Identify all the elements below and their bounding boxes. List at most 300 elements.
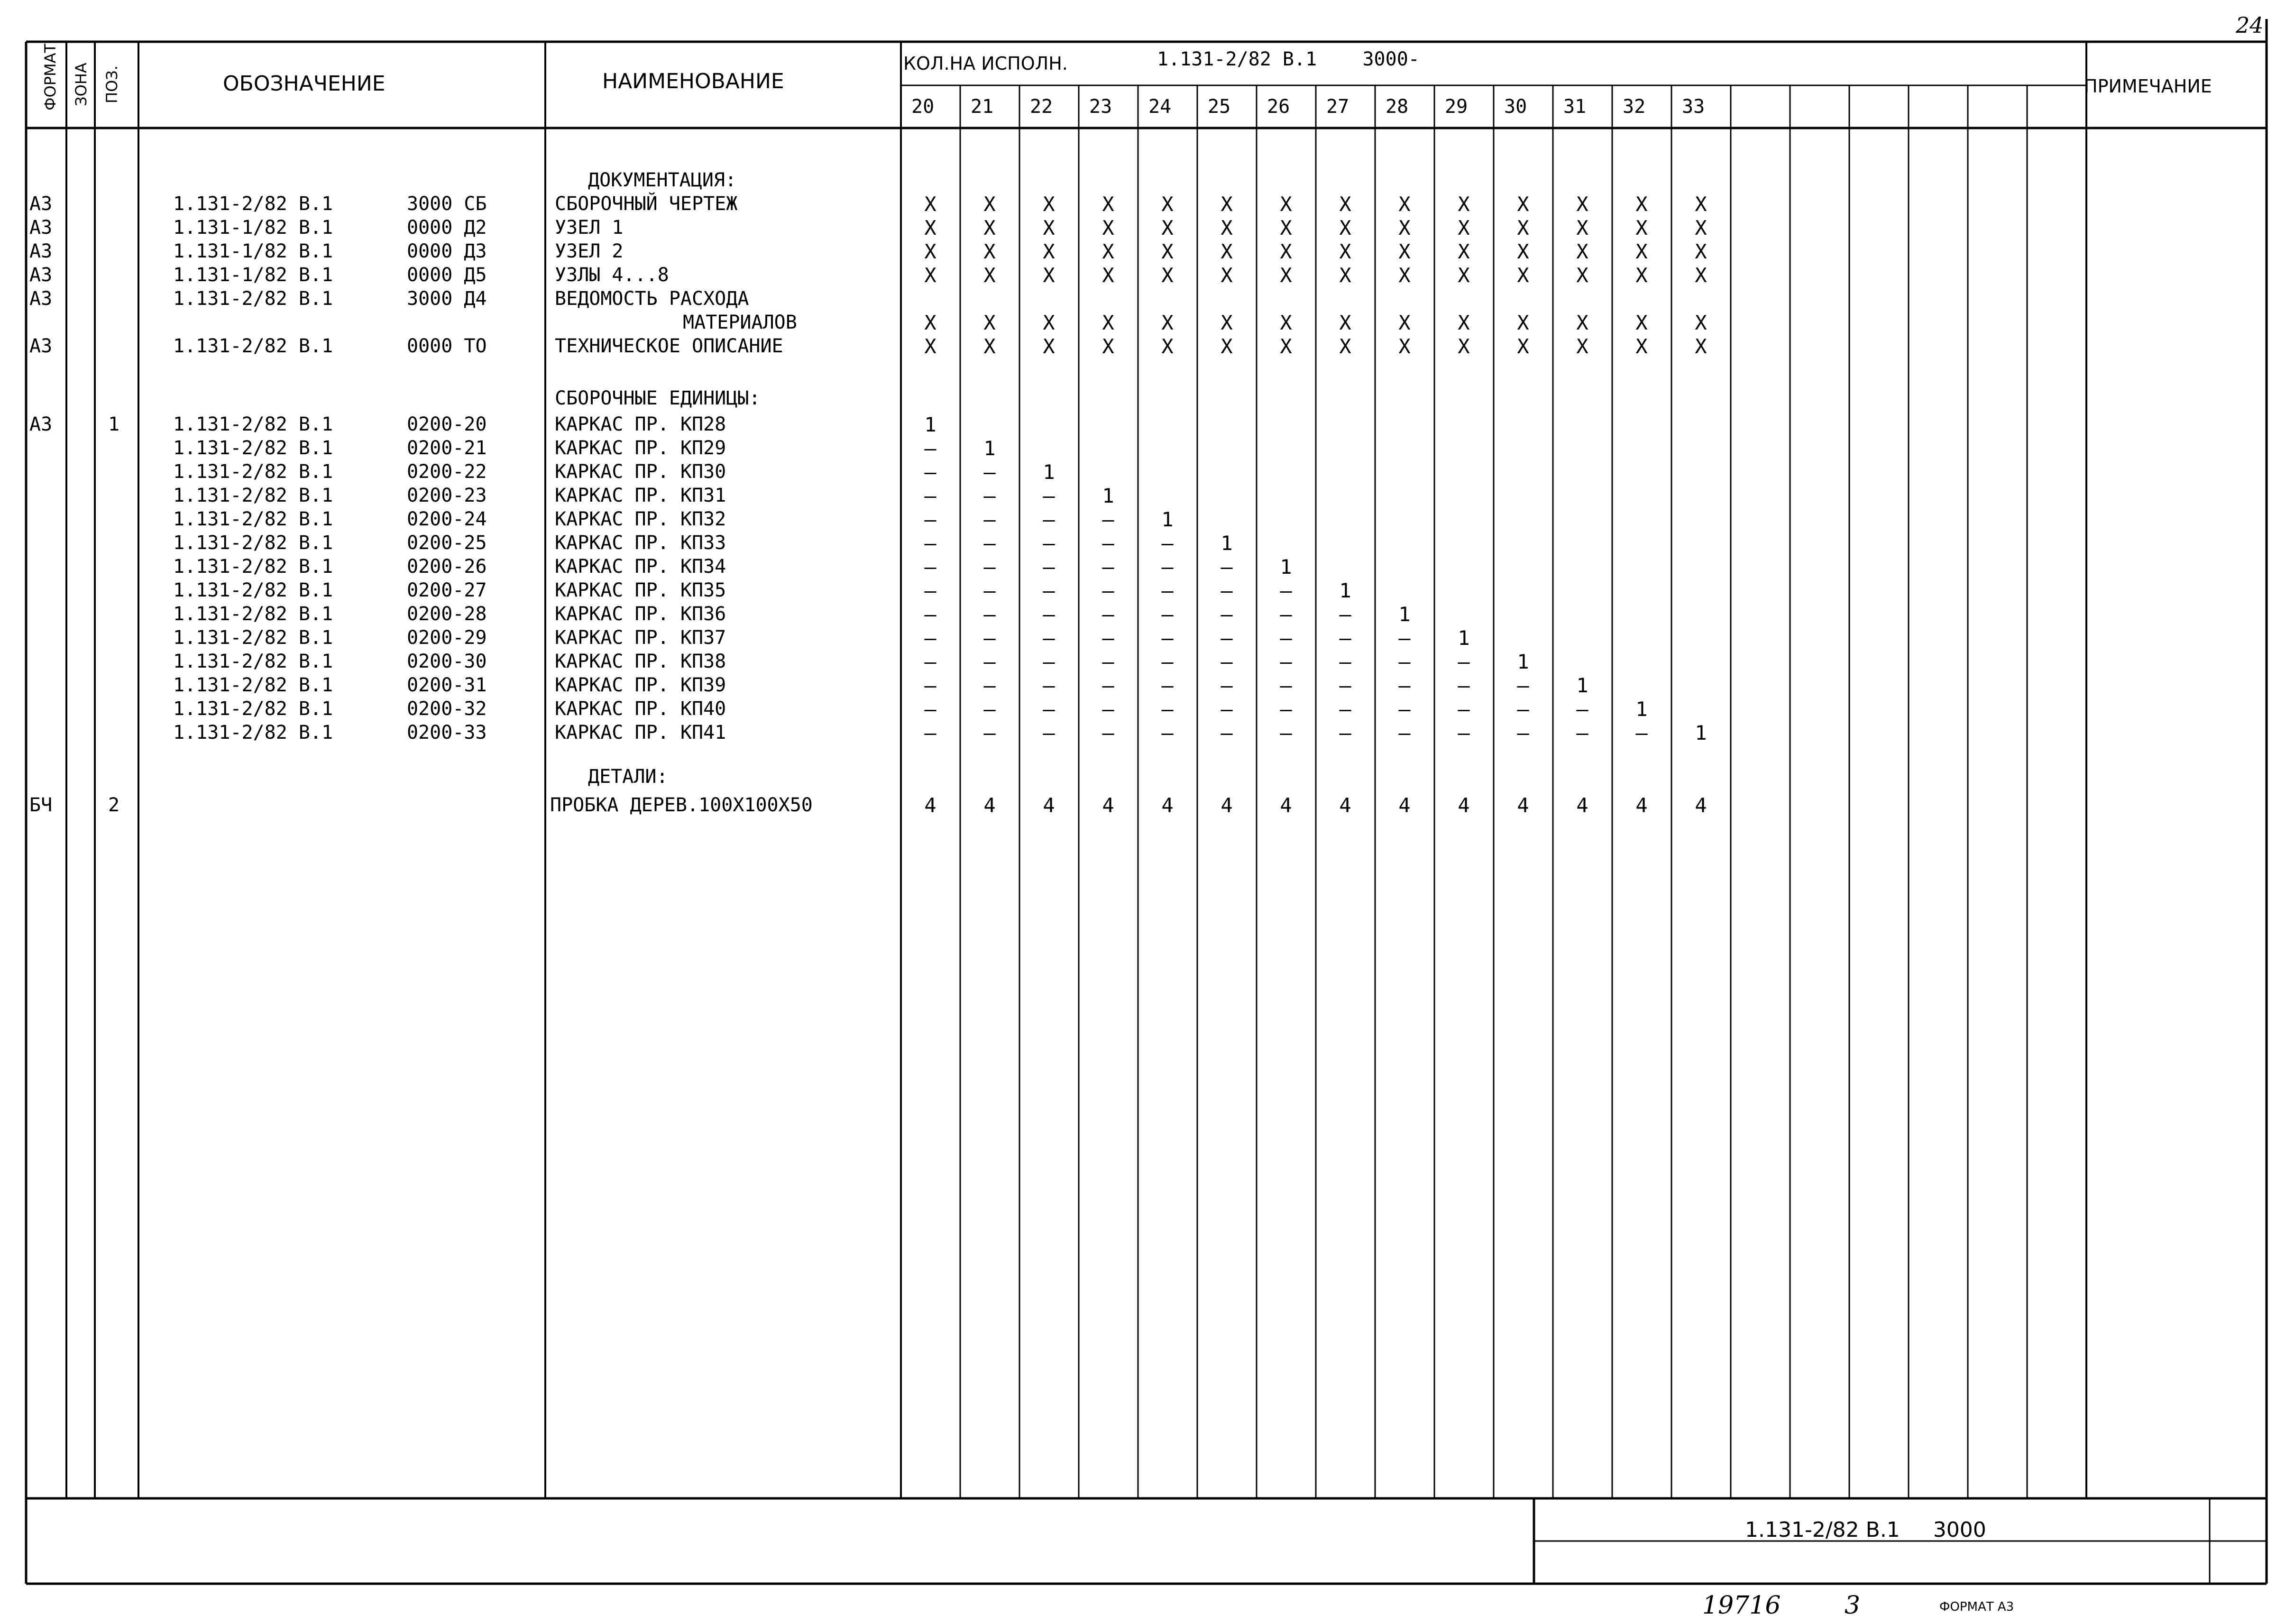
- assembly-qty-dash: –: [1221, 579, 1233, 602]
- doc-row-mark: X: [1221, 264, 1233, 287]
- assembly-qty-dash: –: [1102, 650, 1114, 673]
- assembly-qty-dash: –: [924, 674, 936, 697]
- assembly-row-name: КАРКАС ПР. КП29: [555, 437, 726, 459]
- assembly-qty-dash: –: [1102, 674, 1114, 697]
- doc-row-mark: X: [924, 216, 936, 239]
- doc-row-name: УЗЕЛ 2: [555, 240, 624, 262]
- exec-header-31: 31: [1563, 96, 1587, 118]
- detail-qty: 4: [1102, 794, 1114, 817]
- detail-qty: 4: [1339, 794, 1351, 817]
- assembly-row-designation: 1.131-2/82 В.1: [173, 674, 333, 696]
- doc-row-mark: X: [1517, 264, 1529, 287]
- doc-row-mark: X: [1695, 216, 1707, 239]
- detail-qty: 4: [983, 794, 996, 817]
- doc-row-mark: X: [1458, 335, 1470, 358]
- assembly-qty-dash: –: [1043, 674, 1055, 697]
- doc-row-mark: X: [1517, 240, 1529, 263]
- assembly-qty-dash: –: [1221, 721, 1233, 744]
- assembly-format: А3: [29, 413, 53, 435]
- detail-qty: 4: [1517, 794, 1529, 817]
- assembly-qty-dash: –: [983, 697, 996, 721]
- assembly-qty-dash: –: [1398, 650, 1411, 673]
- doc-row-mark: X: [1458, 216, 1470, 239]
- assembly-qty-one: 1: [1339, 579, 1351, 602]
- exec-header-33: 33: [1682, 96, 1705, 118]
- assembly-qty-dash: –: [924, 626, 936, 650]
- assembly-qty-dash: –: [1161, 555, 1174, 578]
- doc-row-mark: X: [1635, 193, 1648, 216]
- header-qty-per-exec: КОЛ.НА ИСПОЛН.: [903, 53, 1068, 74]
- doc-row-mark: X: [1043, 216, 1055, 239]
- doc-row-mark: X: [1398, 216, 1411, 239]
- doc-row-mark: X: [924, 193, 936, 216]
- assembly-row-code: 0200-32: [407, 698, 487, 720]
- assembly-qty-dash: –: [1517, 697, 1529, 721]
- assembly-row-name: КАРКАС ПР. КП35: [555, 579, 726, 601]
- doc-row-mark: X: [1576, 335, 1588, 358]
- exec-header-22: 22: [1030, 96, 1053, 118]
- assembly-qty-dash: –: [924, 460, 936, 484]
- doc-row-mark: X: [1398, 240, 1411, 263]
- doc-row-mark: X: [1102, 193, 1114, 216]
- doc-row-code: 0000 Д5: [407, 264, 487, 286]
- doc-row-mark: X: [1102, 311, 1114, 334]
- assembly-qty-dash: –: [924, 532, 936, 555]
- assembly-qty-dash: –: [1161, 650, 1174, 673]
- assembly-qty-dash: –: [1339, 697, 1351, 721]
- section-details: ДЕТАЛИ:: [588, 766, 668, 788]
- assembly-qty-dash: –: [1102, 579, 1114, 602]
- exec-header-30: 30: [1504, 96, 1527, 118]
- exec-header-23: 23: [1089, 96, 1112, 118]
- assembly-row-code: 0200-26: [407, 556, 487, 578]
- doc-row-mark: X: [1517, 216, 1529, 239]
- doc-row-name: ТЕХНИЧЕСКОЕ ОПИСАНИЕ: [555, 335, 783, 357]
- doc-row-designation: 1.131-1/82 В.1: [173, 240, 333, 262]
- assembly-qty-one: 1: [1043, 460, 1055, 484]
- doc-row-mark: X: [1102, 216, 1114, 239]
- exec-header-32: 32: [1623, 96, 1646, 118]
- assembly-row-code: 0200-29: [407, 627, 487, 649]
- assembly-row-name: КАРКАС ПР. КП34: [555, 556, 726, 578]
- doc-row-name: УЗЛЫ 4...8: [555, 264, 669, 286]
- doc-row-name-cont: МАТЕРИАЛОВ: [683, 312, 797, 333]
- doc-row-mark: X: [1517, 193, 1529, 216]
- assembly-qty-dash: –: [1517, 721, 1529, 744]
- assembly-qty-dash: –: [924, 579, 936, 602]
- assembly-qty-dash: –: [1280, 674, 1292, 697]
- assembly-qty-dash: –: [983, 603, 996, 626]
- doc-row-designation: 1.131-2/82 В.1: [173, 288, 333, 310]
- exec-header-29: 29: [1445, 96, 1468, 118]
- assembly-qty-one: 1: [1635, 697, 1648, 721]
- doc-row-mark: X: [1635, 216, 1648, 239]
- doc-row-mark: X: [1458, 193, 1470, 216]
- assembly-qty-dash: –: [1043, 626, 1055, 650]
- assembly-qty-dash: –: [1458, 721, 1470, 744]
- assembly-row-name: КАРКАС ПР. КП30: [555, 461, 726, 483]
- detail-qty: 4: [1576, 794, 1588, 817]
- doc-row-mark: X: [924, 240, 936, 263]
- doc-row-mark: X: [1398, 335, 1411, 358]
- assembly-row-designation: 1.131-2/82 В.1: [173, 437, 333, 459]
- detail-name: ПРОБКА ДЕРЕВ.100Х100Х50: [550, 794, 813, 816]
- header-format: ФОРМАТ: [41, 43, 59, 110]
- doc-row-mark: X: [1221, 240, 1233, 263]
- detail-qty: 4: [1043, 794, 1055, 817]
- assembly-qty-dash: –: [924, 555, 936, 578]
- assembly-qty-dash: –: [983, 555, 996, 578]
- doc-row-mark: X: [1458, 240, 1470, 263]
- doc-row-mark: X: [1221, 193, 1233, 216]
- exec-header-28: 28: [1386, 96, 1409, 118]
- assembly-qty-dash: –: [1043, 484, 1055, 507]
- assembly-row-designation: 1.131-2/82 В.1: [173, 532, 333, 554]
- assembly-row-name: КАРКАС ПР. КП38: [555, 651, 726, 672]
- doc-row-mark: X: [1398, 264, 1411, 287]
- detail-qty: 4: [924, 794, 936, 817]
- assembly-row-designation: 1.131-2/82 В.1: [173, 627, 333, 649]
- doc-row-mark: X: [1398, 193, 1411, 216]
- assembly-row-code: 0200-27: [407, 579, 487, 601]
- doc-row-mark: X: [1695, 193, 1707, 216]
- inventory-number: 19716: [1702, 1591, 1781, 1620]
- assembly-qty-dash: –: [1576, 697, 1588, 721]
- header-position: ПОЗ.: [103, 65, 121, 103]
- assembly-qty-dash: –: [983, 484, 996, 507]
- assembly-qty-one: 1: [1576, 674, 1588, 697]
- assembly-qty-dash: –: [924, 437, 936, 460]
- assembly-qty-dash: –: [1102, 721, 1114, 744]
- assembly-qty-dash: –: [1398, 721, 1411, 744]
- doc-row-mark: X: [1576, 216, 1588, 239]
- assembly-qty-one: 1: [1280, 555, 1292, 578]
- assembly-qty-dash: –: [1043, 603, 1055, 626]
- doc-row-mark: X: [1635, 264, 1648, 287]
- detail-qty: 4: [1161, 794, 1174, 817]
- assembly-qty-dash: –: [1339, 603, 1351, 626]
- doc-row-mark: X: [1339, 264, 1351, 287]
- header-designation: ОБОЗНАЧЕНИЕ: [223, 72, 386, 96]
- assembly-qty-dash: –: [1280, 626, 1292, 650]
- doc-row-mark: X: [1102, 264, 1114, 287]
- assembly-qty-dash: –: [1161, 603, 1174, 626]
- assembly-qty-one: 1: [924, 413, 936, 436]
- doc-row-mark: X: [1339, 193, 1351, 216]
- assembly-qty-one: 1: [1398, 603, 1411, 626]
- doc-row-designation: 1.131-1/82 В.1: [173, 217, 333, 239]
- doc-row-mark: X: [983, 193, 996, 216]
- doc-row-mark: X: [1458, 264, 1470, 287]
- doc-row-mark: X: [1576, 264, 1588, 287]
- exec-header-24: 24: [1148, 96, 1172, 118]
- doc-row-mark: X: [1043, 264, 1055, 287]
- doc-row-mark: X: [1161, 216, 1174, 239]
- assembly-row-designation: 1.131-2/82 В.1: [173, 461, 333, 483]
- header-name: НАИМЕНОВАНИЕ: [602, 69, 784, 93]
- detail-qty: 4: [1695, 794, 1707, 817]
- assembly-qty-dash: –: [1221, 603, 1233, 626]
- assembly-qty-dash: –: [1102, 603, 1114, 626]
- doc-row-mark: X: [983, 311, 996, 334]
- assembly-qty-dash: –: [1339, 721, 1351, 744]
- assembly-qty-dash: –: [1280, 650, 1292, 673]
- assembly-qty-dash: –: [924, 697, 936, 721]
- sheet-number: 3: [1845, 1591, 1861, 1620]
- assembly-qty-dash: –: [1398, 674, 1411, 697]
- assembly-row-code: 0200-20: [407, 413, 487, 435]
- doc-row-name: ВЕДОМОСТЬ РАСХОДА: [555, 288, 749, 310]
- doc-row-mark: X: [1339, 240, 1351, 263]
- assembly-qty-one: 1: [1458, 626, 1470, 650]
- assembly-row-code: 0200-23: [407, 485, 487, 506]
- detail-qty: 4: [1635, 794, 1648, 817]
- doc-row-code: 0000 ТО: [407, 335, 487, 357]
- doc-row-mark: X: [1102, 240, 1114, 263]
- assembly-qty-dash: –: [1458, 697, 1470, 721]
- assembly-qty-dash: –: [1102, 697, 1114, 721]
- doc-row-mark: X: [1161, 311, 1174, 334]
- doc-row-mark: X: [1576, 240, 1588, 263]
- header-note: ПРИМЕЧАНИЕ: [2084, 76, 2212, 97]
- assembly-qty-dash: –: [1398, 626, 1411, 650]
- doc-row-mark: X: [1221, 335, 1233, 358]
- detail-qty: 4: [1280, 794, 1292, 817]
- doc-row-mark: X: [1576, 311, 1588, 334]
- assembly-row-code: 0200-31: [407, 674, 487, 696]
- assembly-qty-dash: –: [1280, 697, 1292, 721]
- assembly-row-designation: 1.131-2/82 В.1: [173, 485, 333, 506]
- assembly-qty-dash: –: [1339, 650, 1351, 673]
- doc-row-mark: X: [1043, 193, 1055, 216]
- assembly-row-name: КАРКАС ПР. КП37: [555, 627, 726, 649]
- doc-row-mark: X: [983, 264, 996, 287]
- doc-row-code: 3000 СБ: [407, 193, 487, 215]
- assembly-qty-dash: –: [1221, 697, 1233, 721]
- assembly-qty-dash: –: [1339, 674, 1351, 697]
- assembly-qty-dash: –: [1043, 721, 1055, 744]
- assembly-qty-dash: –: [983, 508, 996, 531]
- assembly-qty-dash: –: [1102, 555, 1114, 578]
- doc-row-mark: X: [1280, 311, 1292, 334]
- section-documentation: ДОКУМЕНТАЦИЯ:: [588, 169, 737, 191]
- doc-row-mark: X: [1161, 264, 1174, 287]
- doc-row-mark: X: [983, 240, 996, 263]
- doc-row-format: А3: [29, 193, 53, 215]
- doc-row-format: А3: [29, 264, 53, 286]
- doc-row-mark: X: [924, 311, 936, 334]
- assembly-qty-dash: –: [1161, 532, 1174, 555]
- assembly-qty-dash: –: [924, 603, 936, 626]
- doc-row-mark: X: [1280, 193, 1292, 216]
- assembly-row-code: 0200-33: [407, 722, 487, 743]
- doc-row-mark: X: [924, 264, 936, 287]
- assembly-qty-dash: –: [1280, 603, 1292, 626]
- assembly-qty-dash: –: [1043, 697, 1055, 721]
- doc-row-mark: X: [1280, 264, 1292, 287]
- doc-row-mark: X: [1280, 216, 1292, 239]
- header-zone: ЗОНА: [72, 63, 90, 106]
- doc-row-mark: X: [1221, 216, 1233, 239]
- doc-row-mark: X: [1576, 193, 1588, 216]
- assembly-row-name: КАРКАС ПР. КП28: [555, 413, 726, 435]
- doc-row-designation: 1.131-2/82 В.1: [173, 335, 333, 357]
- doc-row-mark: X: [1635, 335, 1648, 358]
- assembly-qty-dash: –: [1576, 721, 1588, 744]
- assembly-qty-dash: –: [1221, 650, 1233, 673]
- assembly-qty-dash: –: [1102, 532, 1114, 555]
- doc-row-mark: X: [1221, 311, 1233, 334]
- doc-row-format: А3: [29, 240, 53, 262]
- assembly-qty-dash: –: [1161, 697, 1174, 721]
- assembly-row-code: 0200-25: [407, 532, 487, 554]
- doc-row-mark: X: [1517, 311, 1529, 334]
- assembly-qty-dash: –: [924, 508, 936, 531]
- exec-header-26: 26: [1267, 96, 1290, 118]
- doc-row-mark: X: [1043, 311, 1055, 334]
- page-number: 24: [2236, 12, 2264, 38]
- assembly-qty-one: 1: [1102, 484, 1114, 507]
- assembly-qty-dash: –: [983, 650, 996, 673]
- doc-row-mark: X: [924, 335, 936, 358]
- assembly-row-name: КАРКАС ПР. КП31: [555, 485, 726, 506]
- doc-row-code: 0000 Д3: [407, 240, 487, 262]
- detail-qty: 4: [1221, 794, 1233, 817]
- assembly-qty-dash: –: [1517, 674, 1529, 697]
- assembly-row-code: 0200-21: [407, 437, 487, 459]
- title-block-designation: 1.131-2/82 В.1 3000: [1745, 1518, 1986, 1542]
- assembly-qty-dash: –: [983, 626, 996, 650]
- exec-header-25: 25: [1208, 96, 1231, 118]
- doc-row-name: СБОРОЧНЫЙ ЧЕРТЕЖ: [555, 193, 738, 215]
- assembly-qty-dash: –: [1043, 650, 1055, 673]
- format-label: ФОРМАТ А3: [1939, 1600, 2014, 1614]
- assembly-qty-dash: –: [1043, 532, 1055, 555]
- assembly-qty-dash: –: [1043, 508, 1055, 531]
- doc-row-mark: X: [1635, 311, 1648, 334]
- doc-row-mark: X: [1695, 335, 1707, 358]
- exec-header-27: 27: [1326, 96, 1349, 118]
- assembly-qty-one: 1: [1695, 721, 1707, 744]
- assembly-qty-dash: –: [1339, 626, 1351, 650]
- assembly-row-code: 0200-28: [407, 603, 487, 625]
- assembly-row-name: КАРКАС ПР. КП39: [555, 674, 726, 696]
- doc-row-mark: X: [1517, 335, 1529, 358]
- assembly-row-designation: 1.131-2/82 В.1: [173, 651, 333, 672]
- assembly-qty-one: 1: [1517, 650, 1529, 673]
- assembly-qty-dash: –: [1102, 508, 1114, 531]
- assembly-qty-one: 1: [1161, 508, 1174, 531]
- assembly-qty-dash: –: [1635, 721, 1648, 744]
- assembly-qty-dash: –: [1161, 674, 1174, 697]
- assembly-row-designation: 1.131-2/82 В.1: [173, 508, 333, 530]
- doc-row-mark: X: [1280, 240, 1292, 263]
- assembly-qty-one: 1: [983, 437, 996, 460]
- assembly-position: 1: [108, 413, 120, 435]
- doc-row-mark: X: [1458, 311, 1470, 334]
- assembly-row-code: 0200-24: [407, 508, 487, 530]
- header-qty-doc-ref: 1.131-2/82 В.1 3000-: [1157, 48, 1420, 70]
- assembly-qty-dash: –: [1043, 555, 1055, 578]
- exec-header-20: 20: [911, 96, 935, 118]
- doc-row-mark: X: [1043, 335, 1055, 358]
- assembly-qty-dash: –: [1458, 650, 1470, 673]
- assembly-qty-dash: –: [1043, 579, 1055, 602]
- detail-format: БЧ: [29, 794, 53, 816]
- doc-row-name: УЗЕЛ 1: [555, 217, 624, 239]
- doc-row-mark: X: [1339, 311, 1351, 334]
- detail-qty: 4: [1458, 794, 1470, 817]
- assembly-qty-dash: –: [924, 650, 936, 673]
- exec-header-21: 21: [971, 96, 994, 118]
- doc-row-mark: X: [1043, 240, 1055, 263]
- detail-qty: 4: [1398, 794, 1411, 817]
- assembly-row-name: КАРКАС ПР. КП33: [555, 532, 726, 554]
- doc-row-mark: X: [983, 335, 996, 358]
- assembly-row-code: 0200-30: [407, 651, 487, 672]
- doc-row-code: 0000 Д2: [407, 217, 487, 239]
- assembly-qty-dash: –: [983, 674, 996, 697]
- doc-row-code: 3000 Д4: [407, 288, 487, 310]
- doc-row-format: А3: [29, 335, 53, 357]
- assembly-row-designation: 1.131-2/82 В.1: [173, 722, 333, 743]
- doc-row-format: А3: [29, 288, 53, 310]
- doc-row-designation: 1.131-2/82 В.1: [173, 193, 333, 215]
- doc-row-mark: X: [1161, 193, 1174, 216]
- doc-row-mark: X: [1161, 335, 1174, 358]
- assembly-row-designation: 1.131-2/82 В.1: [173, 698, 333, 720]
- assembly-qty-dash: –: [983, 532, 996, 555]
- assembly-qty-one: 1: [1221, 532, 1233, 555]
- doc-row-mark: X: [1695, 240, 1707, 263]
- section-assemblies: СБОРОЧНЫЕ ЕДИНИЦЫ:: [555, 387, 761, 409]
- doc-row-designation: 1.131-1/82 В.1: [173, 264, 333, 286]
- doc-row-mark: X: [1280, 335, 1292, 358]
- doc-row-format: А3: [29, 217, 53, 239]
- assembly-row-name: КАРКАС ПР. КП40: [555, 698, 726, 720]
- assembly-qty-dash: –: [1280, 579, 1292, 602]
- assembly-row-code: 0200-22: [407, 461, 487, 483]
- doc-row-mark: X: [1102, 335, 1114, 358]
- doc-row-mark: X: [1695, 311, 1707, 334]
- assembly-qty-dash: –: [924, 721, 936, 744]
- doc-row-mark: X: [1339, 335, 1351, 358]
- doc-row-mark: X: [1635, 240, 1648, 263]
- assembly-row-designation: 1.131-2/82 В.1: [173, 603, 333, 625]
- assembly-qty-dash: –: [924, 484, 936, 507]
- assembly-row-designation: 1.131-2/82 В.1: [173, 556, 333, 578]
- assembly-qty-dash: –: [983, 579, 996, 602]
- assembly-qty-dash: –: [1280, 721, 1292, 744]
- doc-row-mark: X: [1398, 311, 1411, 334]
- doc-row-mark: X: [1339, 216, 1351, 239]
- assembly-row-name: КАРКАС ПР. КП36: [555, 603, 726, 625]
- assembly-qty-dash: –: [1102, 626, 1114, 650]
- assembly-row-name: КАРКАС ПР. КП32: [555, 508, 726, 530]
- assembly-qty-dash: –: [1398, 697, 1411, 721]
- assembly-qty-dash: –: [1161, 626, 1174, 650]
- assembly-qty-dash: –: [983, 721, 996, 744]
- doc-row-mark: X: [983, 216, 996, 239]
- assembly-qty-dash: –: [1161, 721, 1174, 744]
- assembly-qty-dash: –: [1458, 674, 1470, 697]
- assembly-qty-dash: –: [1221, 626, 1233, 650]
- assembly-qty-dash: –: [1221, 674, 1233, 697]
- assembly-row-name: КАРКАС ПР. КП41: [555, 722, 726, 743]
- doc-row-mark: X: [1695, 264, 1707, 287]
- assembly-qty-dash: –: [1221, 555, 1233, 578]
- assembly-row-designation: 1.131-2/82 В.1: [173, 579, 333, 601]
